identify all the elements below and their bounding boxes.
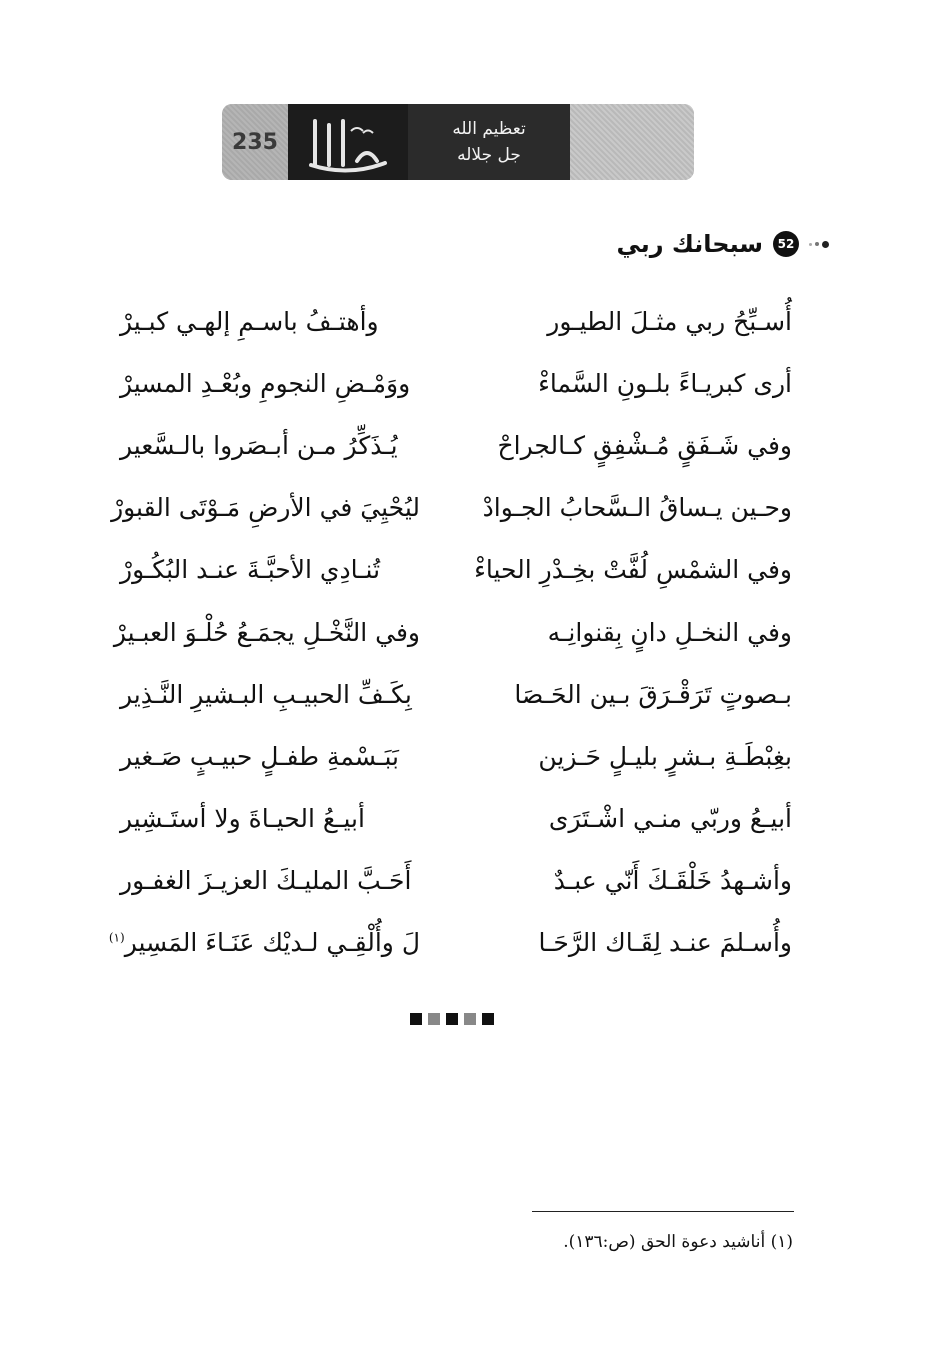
verse-second-hemistich: تُنـادِي الأحبَّـةَ عنـد البُكُـورْ: [120, 555, 381, 585]
bullet-dots-icon: [809, 241, 829, 248]
poem-heading: [616, 224, 829, 264]
header-banner: [222, 104, 694, 180]
footnote: (١) أناشيد دعوة الحق (ص:١٣٦).: [563, 1232, 793, 1252]
verse-first-hemistich: وحـين يـساقُ الـسَّحابُ الجـوادْ: [482, 493, 792, 523]
chapter-title: [408, 104, 570, 180]
chapter-title-line-1: تعظيم الله: [452, 119, 526, 139]
verse-first-hemistich: وفي النخـلِ دانٍ بِقنوانِـه: [547, 617, 792, 647]
verse-line: [120, 663, 792, 725]
verse-second-hemistich: ليُحْيِيَ في الأرضِ مَـوْتَى القبورْ: [111, 493, 420, 523]
banner-decoration: [570, 104, 694, 180]
verse-second-hemistich: بِكَـفِّ الحبيـبِ البـشيرِ النَّـذِير: [120, 679, 412, 709]
verse-line: [120, 850, 792, 912]
footnote-marker[interactable]: (١): [108, 931, 125, 946]
verse-first-hemistich: أرى كبريـاءً بلـونِ السَّماءْ: [538, 368, 792, 398]
verse-first-hemistich: أبيـعُ وربّي منـي اشْـتَرَى: [548, 804, 792, 834]
separator-square-icon: [428, 1013, 440, 1025]
verse-second-hemistich: يُـذَكِّرُ مـن أبـصَروا بالـسَّعير: [120, 430, 398, 460]
verse-second-hemistich: وفي النَّخْـلِ يجمَـعُ حُلْـوَ العبـيرْ: [113, 617, 420, 647]
verse-first-hemistich: وأشـهدُ خَلْقَـكَ أَنّي عبـدٌ: [553, 866, 792, 896]
verse-first-hemistich: وأُسـلمَ عنـد لِقَـاك الرَّحَـا: [538, 928, 792, 958]
chapter-title-line-2: جل جلاله: [457, 145, 521, 165]
separator-square-icon: [464, 1013, 476, 1025]
verse-second-hemistich: أَحَـبَّ المليـكَ العزيـزَ الغفـور: [120, 866, 412, 896]
verse-second-hemistich: [108, 928, 420, 958]
section-separator: [410, 1013, 494, 1025]
verse-line: [120, 788, 792, 850]
poem-verses: [108, 290, 792, 974]
verse-second-hemistich: وأهتـفُ باسـمِ إلهـي كبـيرْ: [120, 306, 379, 336]
verse-line: [120, 539, 792, 601]
verse-line: [111, 477, 792, 539]
separator-square-icon: [446, 1013, 458, 1025]
poem-title: سبحانك ربي: [616, 230, 763, 258]
verse-line: [120, 352, 792, 414]
verse-second-hemistich: بَبَـسْمةِ طفـلٍ حبيـبٍ صَـغير: [120, 741, 399, 771]
allah-calligraphy-logo: [288, 104, 408, 180]
verse-first-hemistich: بـصوتٍ تَرَقْـرَقَ بـين الحَـصَا: [514, 679, 792, 709]
page-number: 235: [222, 104, 288, 180]
verse-second-hemistich: ووَمْـضِ النجومِ وبُعْـدِ المسيرْ: [120, 368, 411, 398]
footnote-divider: [532, 1211, 794, 1212]
verse-first-hemistich: أُسـبِّحُ ربي مثـلَ الطيـور: [547, 306, 792, 336]
verse-line: [120, 725, 792, 787]
verse-line: [120, 414, 792, 476]
verse-line: [113, 601, 792, 663]
verse-first-hemistich: وفي شَـفَقٍ مُـشْفِقٍ كـالجراحْ: [497, 430, 792, 460]
verse-second-hemistich-text: لَ وأُلْقِـي لـديْك عَنَـاءَ المَسِير: [124, 928, 420, 958]
poem-number-badge: 52: [773, 231, 799, 257]
separator-square-icon: [410, 1013, 422, 1025]
separator-square-icon: [482, 1013, 494, 1025]
verse-first-hemistich: وفي الشمْسِ لُفَّتْ بخِـدْرِ الحياءْ: [474, 555, 792, 585]
calligraphy-icon: [293, 107, 403, 177]
verse-first-hemistich: بغِبْطَـةِ بـشرٍ بليـلٍ حَـزين: [538, 741, 792, 771]
verse-line: [120, 290, 792, 352]
verse-line: [108, 912, 792, 974]
verse-second-hemistich: أبيـعُ الحيـاةَ ولا أستَـشِير: [120, 804, 365, 834]
